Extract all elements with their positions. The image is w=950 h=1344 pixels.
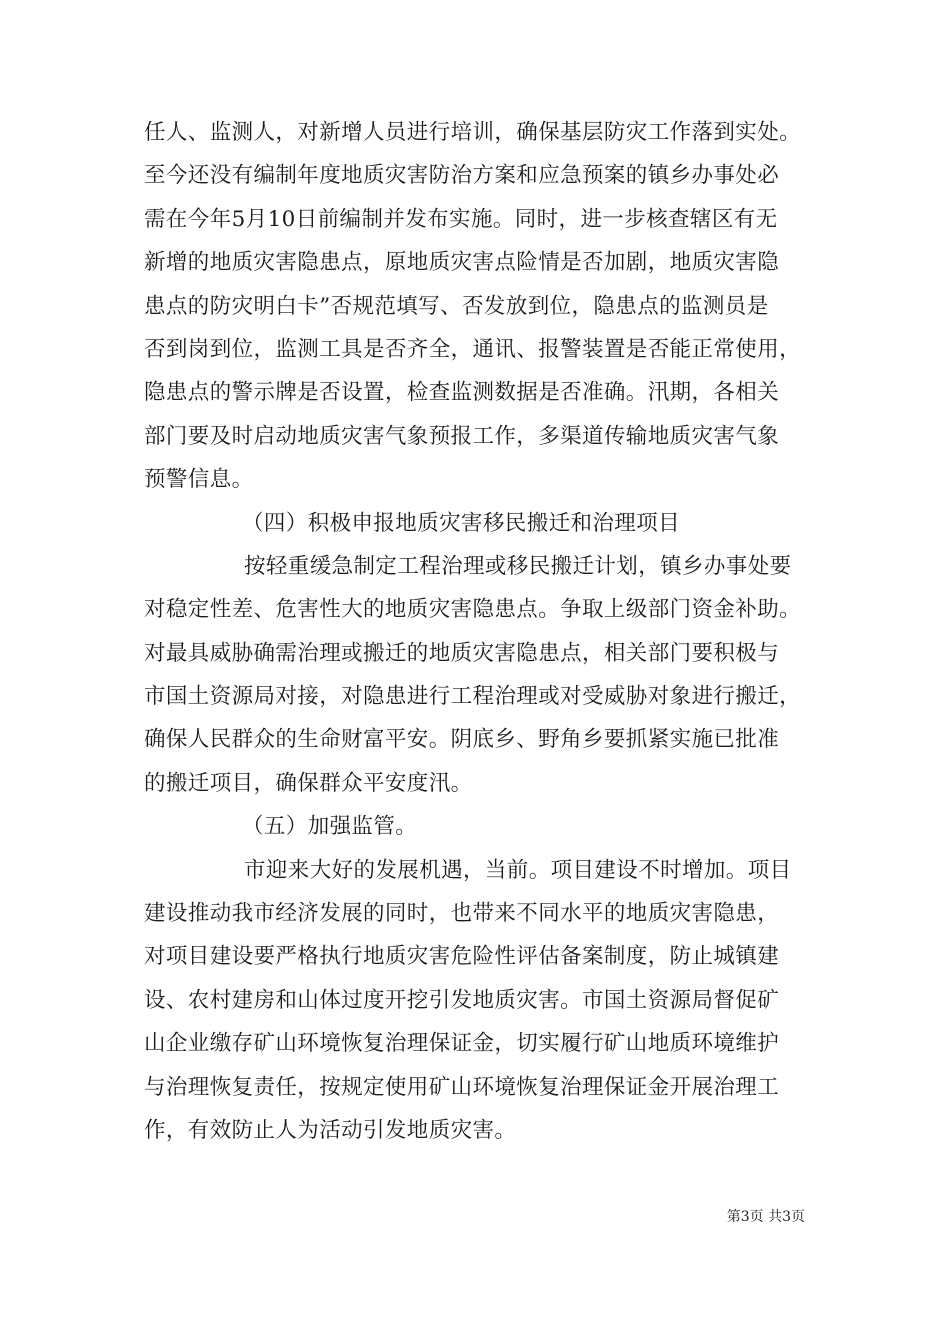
text-line: 建设推动我市经济发展的同时，也带来不同水平的地质灾害隐患， xyxy=(144,901,780,927)
text-line: 任人、监测人，对新增人员进行培训，确保基层防灾工作落到实处。 xyxy=(144,120,802,145)
paragraph-first-line: 市迎来大好的发展机遇，当前。项目建设不时增加。项目 xyxy=(244,857,792,883)
text-line: 新增的地质灾害隐患点，原地质灾害点险情是否加剧，地质灾害隐 xyxy=(144,250,780,276)
text-line: 隐患点的警示牌是否设置，检查监测数据是否准确。汛期，各相关 xyxy=(144,380,780,406)
text-line: 的搬迁项目，确保群众平安度汛。 xyxy=(144,770,473,796)
text-line: 对稳定性差、危害性大的地质灾害隐患点。争取上级部门资金补助。 xyxy=(144,597,802,623)
document-body xyxy=(144,111,824,1152)
text-line: 对最具威胁确需治理或搬迁的地质灾害隐患点，相关部门要积极与 xyxy=(144,640,780,666)
text-line: 预警信息。 xyxy=(144,467,254,493)
text-line: 对项目建设要严格执行地质灾害危险性评估备案制度，防止城镇建 xyxy=(144,944,780,970)
text-line: 否到岗到位，监测工具是否齐全，通讯、报警装置是否能正常使用， xyxy=(144,336,802,362)
text-line: 至今还没有编制年度地质灾害防治方案和应急预案的镇乡办事处必 xyxy=(144,163,780,189)
text-line: 设、农村建房和山体过度开挖引发地质灾害。市国土资源局督促矿 xyxy=(144,987,780,1013)
text-line: 与治理恢复责任，按规定使用矿山环境恢复治理保证金开展治理工 xyxy=(144,1074,780,1100)
text-line: 作，有效防止人为活动引发地质灾害。 xyxy=(144,1117,517,1143)
text-line: 需在今年5月10日前编制并发布实施。同时，进一步核查辖区有无 xyxy=(144,206,778,232)
text-line: 患点的防灾明白卡”否规范填写、否发放到位，隐患点的监测员是 xyxy=(144,293,769,319)
page-number-footer: 第3页 共3页 xyxy=(726,1209,805,1225)
section-heading-4: （四）积极申报地质灾害移民搬迁和治理项目 xyxy=(242,510,681,536)
text-line: 市国土资源局对接，对隐患进行工程治理或对受威胁对象进行搬迁， xyxy=(144,684,802,710)
paragraph-first-line: 按轻重缓急制定工程治理或移民搬迁计划，镇乡办事处要 xyxy=(244,553,792,579)
text-line: 确保人民群众的生命财富平安。阴底乡、野角乡要抓紧实施已批准 xyxy=(144,727,780,753)
section-heading-5: （五）加强监管。 xyxy=(242,814,418,840)
text-line: 山企业缴存矿山环境恢复治理保证金，切实履行矿山地质环境维护 xyxy=(144,1031,780,1057)
text-line: 部门要及时启动地质灾害气象预报工作，多渠道传输地质灾害气象 xyxy=(144,423,780,449)
